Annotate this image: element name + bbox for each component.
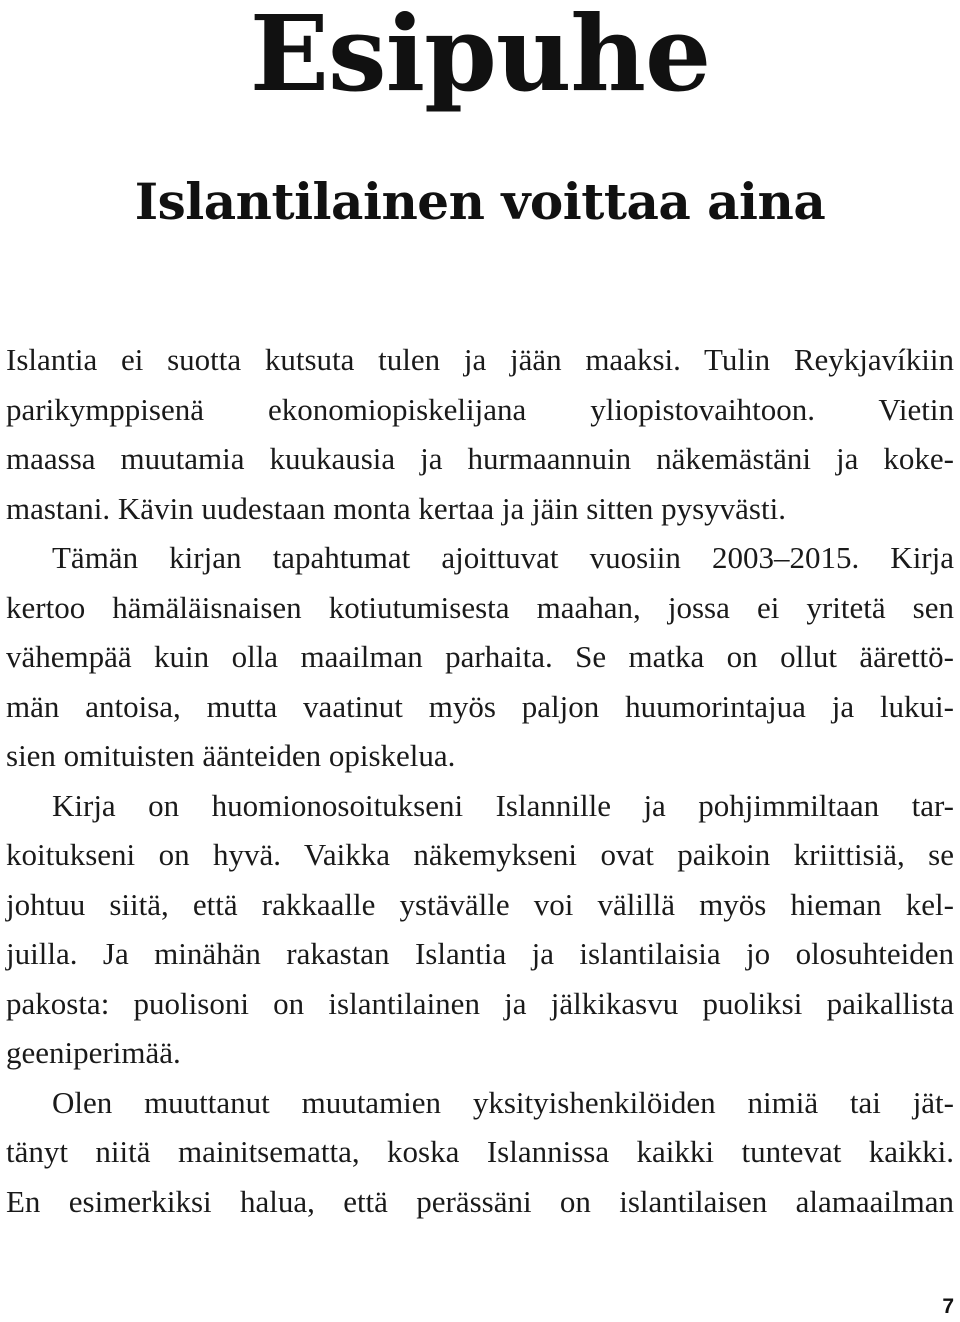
text-line: geeniperimää. [6,1035,181,1070]
body-text [6,335,954,1226]
text-line: juilla. Ja minähän rakastan Islantia ja islantilaisia jo olosuhteiden [6,936,954,971]
text-line: Olen muuttanut muutamien yksityishenkilöiden nimiä tai jät- [52,1084,954,1120]
text-line: kertoo hämäläisnaisen kotiutumisesta maahan, jossa ei yritetä sen [6,589,954,625]
chapter-title: Esipuhe [249,0,711,115]
text-line: parikymppisenä ekonomiopiskelijana yliopistovaihtoon. Vietin [6,391,954,427]
text-line: En esimerkiksi halua, että perässäni on islantilaisen alamaailman [6,1183,954,1219]
text-line: män antoisa, mutta vaatinut myös paljon huumorintajua ja lukui- [6,688,954,724]
text-line: sien omituisten äänteiden opiskelua. [6,738,456,773]
text-line: johtuu siitä, että rakkaalle ystävälle voi välillä myös hieman kel- [6,886,954,922]
chapter-subtitle: Islantilainen voittaa aina [134,172,826,231]
text-line: tänyt niitä mainitsematta, koska Islannissa kaikki tuntevat kaikki. [6,1134,954,1169]
text-line: pakosta: puolisoni on islantilainen ja jälkikasvu puoliksi paikallista [6,985,954,1021]
text-line: Tämän kirjan tapahtumat ajoittuvat vuosiin 2003–2015. Kirja [52,540,954,575]
page-number: 7 [942,1295,954,1318]
text-line: maassa muutamia kuukausia ja hurmaannuin näkemästäni ja koke- [6,441,954,476]
text-line: Islantia ei suotta kutsuta tulen ja jään maaksi. Tulin Reykjavíkiin [6,342,954,377]
text-line: koitukseni on hyvä. Vaikka näkemykseni ovat paikoin kriittisiä, se [6,837,954,872]
text-line: vähempää kuin olla maailman parhaita. Se matka on ollut äärettö- [6,639,954,674]
text-line: Kirja on huomionosoitukseni Islannille ja pohjimmiltaan tar- [52,787,954,823]
text-line: mastani. Kävin uudestaan monta kertaa ja jäin sitten pysyvästi. [6,490,786,526]
